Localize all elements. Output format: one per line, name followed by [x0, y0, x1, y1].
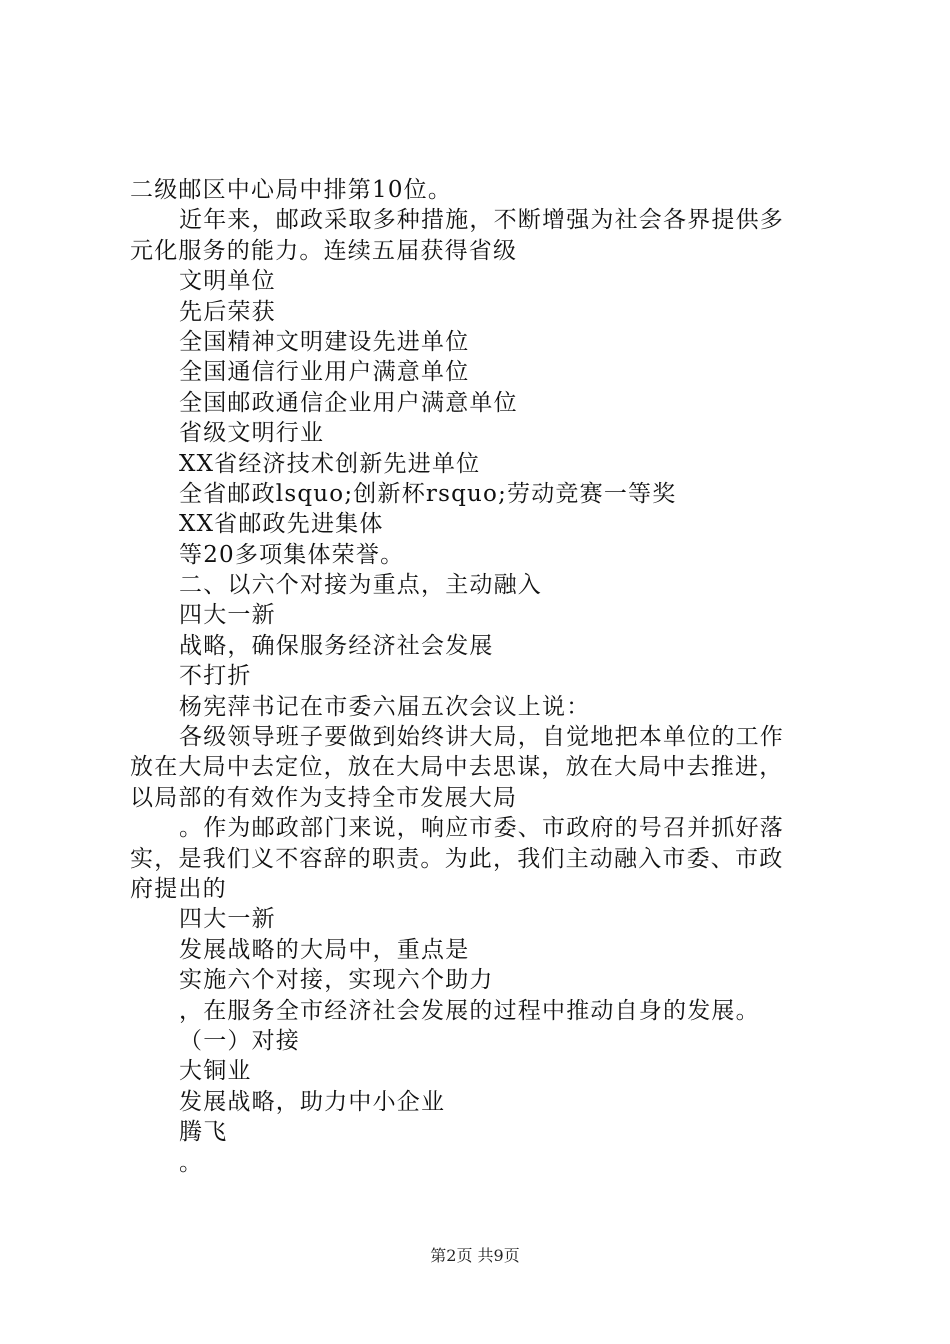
text-line: ，在服务全市经济社会发展的过程中推动自身的发展。 — [179, 997, 760, 1024]
text-line: 府提出的 — [130, 875, 227, 902]
document-body — [130, 175, 830, 1178]
text-line: 二级邮区中心局中排第10位。 — [130, 177, 453, 203]
text-line: 杨宪萍书记在市委六届五次会议上说： — [179, 693, 591, 720]
text-line: 全国邮政通信企业用户满意单位 — [179, 389, 518, 416]
text-line: 等20多项集体荣誉。 — [179, 541, 405, 568]
text-line: 四大一新 — [179, 602, 276, 629]
text-line: 发展战略，助力中小企业 — [179, 1088, 446, 1115]
text-line: 放在大局中去定位，放在大局中去思谋，放在大局中去推进， — [130, 754, 784, 781]
text-line: 实施六个对接，实现六个助力 — [179, 967, 494, 994]
subsection-heading: （一）对接 — [179, 1027, 300, 1054]
text-line: 不打折 — [179, 663, 252, 690]
text-line: 元化服务的能力。连续五届获得省级 — [130, 237, 518, 264]
text-line: 省级文明行业 — [179, 420, 325, 447]
page-number-footer: 第2页 共9页 — [430, 1246, 520, 1265]
text-line: XX省邮政先进集体 — [179, 511, 384, 538]
text-line: 发展战略的大局中，重点是 — [179, 936, 470, 963]
text-line: 近年来，邮政采取多种措施，不断增强为社会各界提供多 — [179, 207, 784, 234]
section-heading: 二、以六个对接为重点，主动融入 — [179, 572, 542, 599]
text-line: 全国精神文明建设先进单位 — [179, 328, 470, 355]
text-line: 。 — [179, 1149, 204, 1176]
text-line: 全国通信行业用户满意单位 — [179, 359, 470, 386]
text-line: 腾飞 — [179, 1119, 228, 1146]
text-line: 先后荣获 — [179, 298, 276, 325]
text-line: 战略，确保服务经济社会发展 — [179, 632, 494, 659]
text-line: 实，是我们义不容辞的职责。为此，我们主动融入市委、市政 — [130, 845, 784, 872]
text-line: 文明单位 — [179, 268, 276, 295]
text-line: 全省邮政lsquo;创新杯rsquo;劳动竞赛一等奖 — [179, 480, 677, 507]
text-line: 四大一新 — [179, 906, 276, 933]
text-line: XX省经济技术创新先进单位 — [179, 450, 481, 477]
text-line: 各级领导班子要做到始终讲大局，自觉地把本单位的工作 — [179, 724, 784, 751]
text-line: 。作为邮政部门来说，响应市委、市政府的号召并抓好落 — [179, 815, 784, 842]
text-line: 以局部的有效作为支持全市发展大局 — [130, 784, 518, 811]
text-line: 大铜业 — [179, 1058, 252, 1085]
